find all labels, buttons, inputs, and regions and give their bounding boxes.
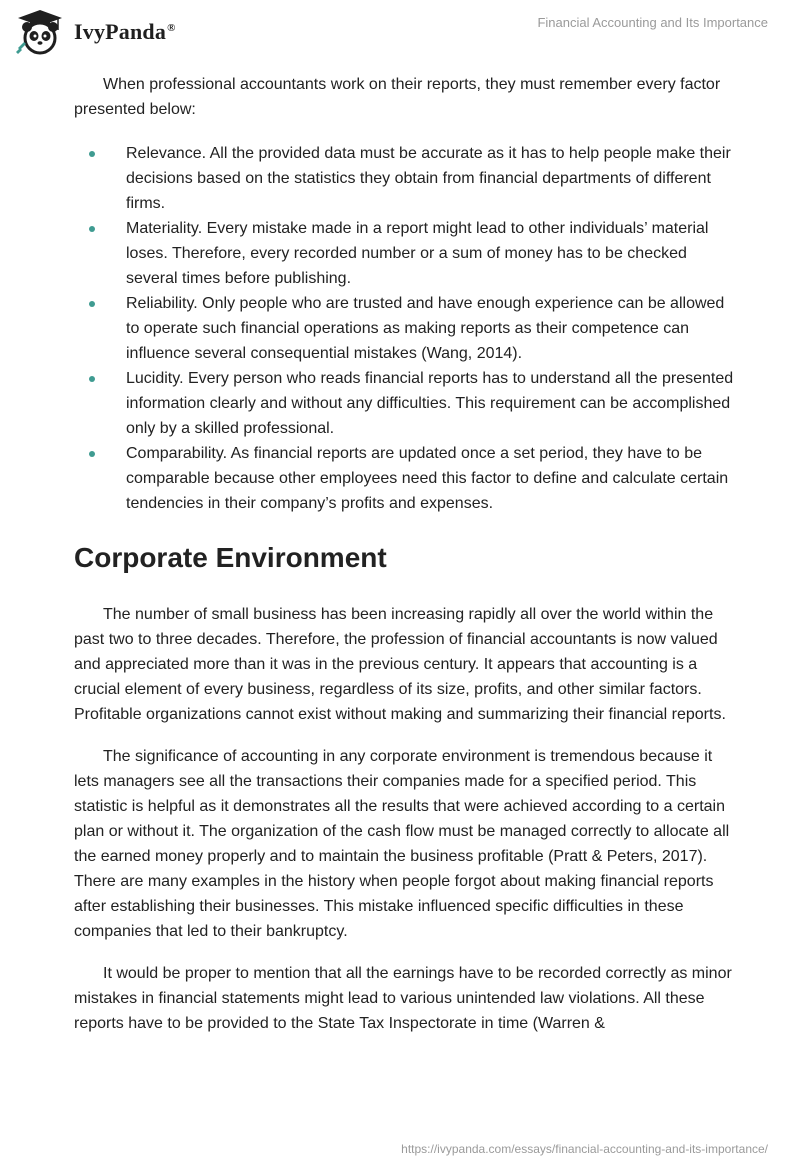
bullet-dot-icon bbox=[89, 376, 95, 382]
document-title: Financial Accounting and Its Importance bbox=[537, 15, 768, 30]
panda-graduate-icon bbox=[14, 8, 66, 56]
footer-url[interactable]: https://ivypanda.com/essays/financial-accounting-and-its-importance/ bbox=[401, 1142, 768, 1156]
intro-paragraph: When professional accountants work on their reports, they must remember every factor presented below: bbox=[74, 76, 721, 118]
body-paragraph: The significance of accounting in any corporate environment is tremendous because it lets managers see all the transactions their companies made for a specified period. This statistic is helpful as it demonstrates all the results that were achieved according to a certain plan or without it. The organization of the cash flow must be managed correctly to allocate all the earned money properly and to maintain the business profitable (Pratt & Peters, 2017). There are many examples in the history when people forgot about making financial reports after establishing their businesses. This mistake influenced specific difficulties in these companies that led to their bankruptcy. bbox=[74, 748, 730, 940]
bullet-dot-icon bbox=[89, 451, 95, 457]
body-paragraph: It would be proper to mention that all the earnings have to be recorded correctly as minor mistakes in financial statements might lead to various unintended law violations. All these reports have to be provided to the State Tax Inspectorate in time (Warren & bbox=[74, 965, 732, 1032]
list-item-text: Reliability. Only people who are trusted and have enough experience can be allowed to operate such financial operations as making reports as their competence can influence several consequential mistakes (Wang, 2014). bbox=[126, 295, 725, 362]
list-item bbox=[74, 366, 734, 441]
site-logo[interactable] bbox=[14, 8, 176, 56]
bullet-dot-icon bbox=[89, 151, 95, 157]
list-item bbox=[74, 441, 734, 516]
registered-mark: ® bbox=[167, 21, 176, 34]
list-item bbox=[74, 216, 734, 291]
brand-text: IvyPanda bbox=[74, 19, 167, 44]
list-item bbox=[74, 291, 734, 366]
body-paragraph: The number of small business has been increasing rapidly all over the world within the past two to three decades. Therefore, the profession of financial accountants is now valued and appreciated more than it was in the previous century. It appears that accounting is a crucial element of every business, regardless of its size, profits, and other similar factors. Profitable organizations cannot exist without making and summarizing their financial reports. bbox=[74, 606, 726, 723]
list-item-text: Relevance. All the provided data must be accurate as it has to help people make their decisions based on the statistics they obtain from financial departments of different firms. bbox=[126, 145, 731, 212]
brand-name bbox=[74, 19, 176, 45]
page-header bbox=[0, 0, 800, 66]
list-item-text: Materiality. Every mistake made in a report might lead to other individuals’ material loses. Therefore, every recorded number or a sum of money has to be checked several times before publishing. bbox=[126, 220, 709, 287]
list-item-text: Lucidity. Every person who reads financial reports has to understand all the presented information clearly and without any difficulties. This requirement can be accomplished only by a skilled professional. bbox=[126, 370, 734, 437]
list-item-text: Comparability. As financial reports are updated once a set period, they have to be comparable because other employees need this factor to define and calculate certain tendencies in their company’s profits and expenses. bbox=[126, 445, 729, 512]
article-body bbox=[74, 72, 734, 1053]
list-item bbox=[74, 141, 734, 216]
factors-list bbox=[74, 141, 734, 516]
bullet-dot-icon bbox=[89, 301, 95, 307]
bullet-dot-icon bbox=[89, 226, 95, 232]
section-heading: Corporate Environment bbox=[74, 542, 387, 573]
